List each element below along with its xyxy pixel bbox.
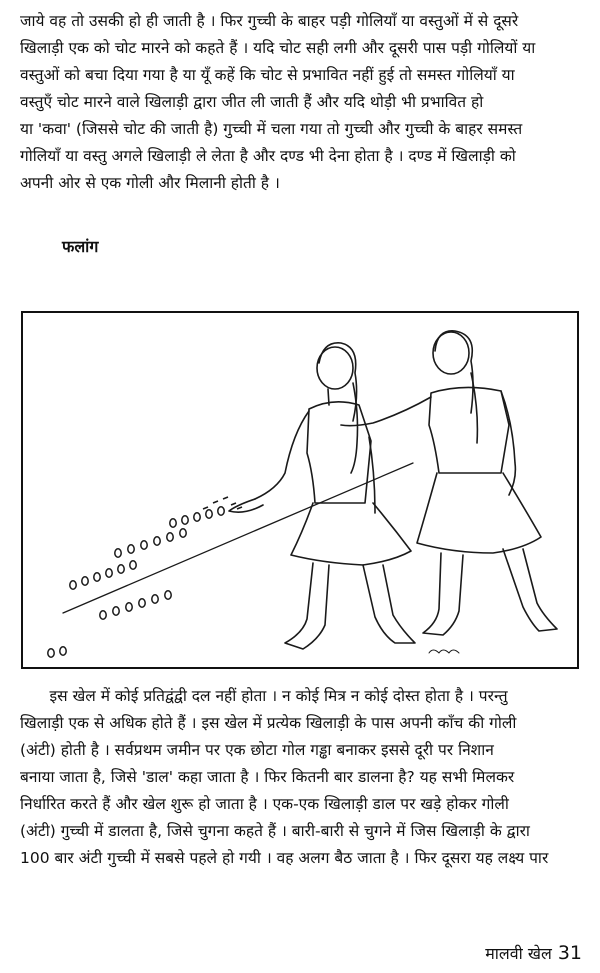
marble-mark (139, 599, 145, 607)
marble-mark (126, 603, 132, 611)
marble-mark (113, 607, 119, 615)
text-line: इस खेल में कोई प्रतिद्वंद्वी दल नहीं होता । न कोई मित्र न कोई दोस्त होता है । परन्तु (20, 687, 508, 705)
book-title: मालवी खेल (485, 944, 552, 963)
marble-mark (100, 611, 106, 619)
marble-mark (152, 595, 158, 603)
motion-stroke (203, 507, 208, 509)
page-footer (485, 942, 582, 965)
section-heading: फलांग (62, 237, 99, 256)
girls-playing-illustration (23, 313, 577, 667)
marble-mark (48, 649, 54, 657)
text-line: 100 बार अंटी गुच्ची में सबसे पहले हो गयी । वह अलग बैठ जाता है । फिर दूसरा यह लक्ष्य पार (20, 849, 549, 867)
marble-mark (94, 573, 100, 581)
text-line: वस्तुओं को बचा दिया गया है या यूँ कहें कि चोट से प्रभावित नहीं हुई तो समस्त गोलियाँ या (20, 66, 515, 84)
marble-mark (170, 519, 176, 527)
marble-mark (165, 591, 171, 599)
motion-stroke (213, 501, 218, 503)
text-line: बनाया जाता है, जिसे 'डाल' कहा जाता है । फिर कितनी बार डालना है? यह सभी मिलकर (20, 768, 515, 786)
marble-mark (167, 533, 173, 541)
text-line: (अंटी) गुच्ची में डालता है, जिसे चुगना कहते हैं । बारी-बारी से चुगने में जिस खिलाड़ी के द्वारा (20, 822, 530, 840)
marble-mark (206, 510, 212, 518)
marble-mark (218, 507, 224, 515)
paragraph-bottom (20, 683, 580, 872)
marble-mark (130, 561, 136, 569)
marble-mark (115, 549, 121, 557)
text-line: अपनी ओर से एक गोली और मिलानी होती है । (20, 174, 280, 192)
text-line: या 'कवा' (जिससे चोट की जाती है) गुच्ची में चला गया तो गुच्ची और गुच्ची के बाहर समस्त (20, 120, 523, 138)
marble-mark (60, 647, 66, 655)
motion-stroke (237, 507, 242, 509)
text-line: जाये वह तो उसकी हो ही जाती है । फिर गुच्ची के बाहर पड़ी गोलियाँ या वस्तुओं में से दूसरे (20, 12, 519, 30)
paragraph-top (20, 8, 580, 197)
motion-stroke (231, 503, 236, 505)
marble-mark (194, 513, 200, 521)
marble-mark (82, 577, 88, 585)
text-line: (अंटी) होती है । सर्वप्रथम जमीन पर एक छोटा गोल गड्ढा बनाकर इससे दूरी पर निशान (20, 741, 494, 759)
illustration-frame (21, 311, 579, 669)
text-line: निर्धारित करते हैं और खेल शुरू हो जाता है । एक-एक खिलाड़ी डाल पर खड़े होकर गोली (20, 795, 509, 813)
motion-stroke (223, 497, 228, 499)
text-line: वस्तुएँ चोट मारने वाले खिलाड़ी द्वारा जीत ली जाती हैं और यदि थोड़ी भी प्रभावित हो (20, 93, 484, 111)
marble-mark (106, 569, 112, 577)
marble-mark (180, 529, 186, 537)
marble-mark (182, 516, 188, 524)
marble-mark (70, 581, 76, 589)
marble-mark (154, 537, 160, 545)
text-line: खिलाड़ी एक को चोट मारने को कहते हैं । यदि चोट सही लगी और दूसरी पास पड़ी गोलियों या (20, 39, 536, 57)
marble-mark (118, 565, 124, 573)
text-line: गोलियाँ या वस्तु अगले खिलाड़ी ले लेता है और दण्ड भी देना होता है । दण्ड में खिलाड़ी को (20, 147, 516, 165)
marble-mark (141, 541, 147, 549)
marble-mark (128, 545, 134, 553)
page-number: 31 (557, 942, 582, 964)
text-line: खिलाड़ी एक से अधिक होते हैं । इस खेल में प्रत्येक खिलाड़ी के पास अपनी काँच की गोली (20, 714, 517, 732)
